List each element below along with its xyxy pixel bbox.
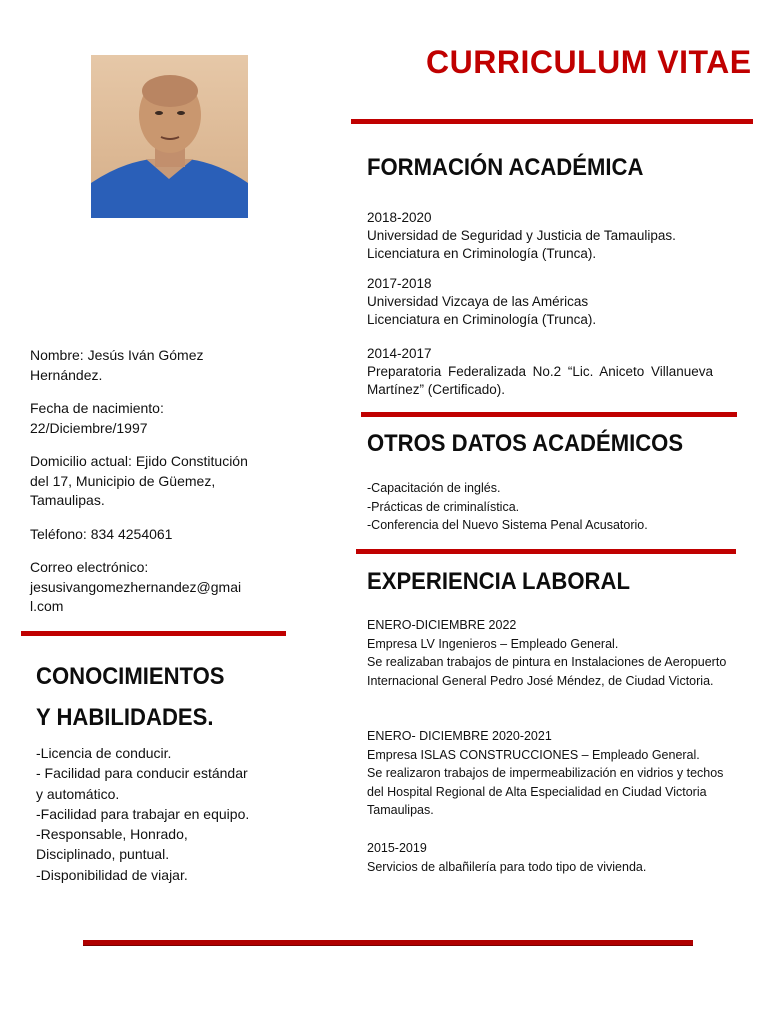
- education-years: 2018-2020: [367, 210, 432, 225]
- list-item: -Disponibilidad de viajar.: [36, 866, 188, 883]
- education-institution: Universidad Vizcaya de las Américas: [367, 294, 589, 309]
- education-program: Licenciatura en Criminología (Trunca).: [367, 312, 597, 327]
- list-item: -Conferencia del Nuevo Sistema Penal Acusatorio.: [367, 518, 648, 532]
- experience-heading: EXPERIENCIA LABORAL: [367, 568, 630, 595]
- cv-title: CURRICULUM VITAE: [426, 44, 752, 80]
- person-silhouette-icon: [91, 55, 248, 218]
- education-years: 2014-2017: [367, 346, 432, 361]
- experience-description: Servicios de albañilería para todo tipo de vivienda.: [367, 859, 647, 874]
- list-item: -Licencia de conducir.: [36, 745, 172, 761]
- skills-heading-line1: CONOCIMIENTOS: [36, 663, 225, 690]
- profile-photo: [91, 55, 248, 218]
- other-list: [367, 479, 727, 535]
- experience-period: 2015-2019: [367, 841, 427, 855]
- skills-heading-line2: Y HABILIDADES.: [36, 704, 214, 731]
- experience-entry: [367, 839, 727, 876]
- divider-top: [351, 119, 753, 124]
- experience-company: Empresa ISLAS CONSTRUCCIONES – Empleado General.: [367, 747, 700, 762]
- divider-bottom: [83, 940, 693, 946]
- birth-field: [30, 399, 260, 438]
- skills-list: [36, 743, 256, 885]
- experience-description: Se realizaron trabajos de impermeabilización en vidrios y techos del Hospital Regional de Alta Especialidad en Ciudad Victoria Tamaulipas.: [367, 766, 724, 817]
- education-entry: [367, 209, 713, 263]
- email-value-line1: jesusivangomezhernandez@gmai: [30, 578, 242, 595]
- list-item: -Capacitación de inglés.: [367, 481, 501, 495]
- email-field: [30, 558, 260, 617]
- education-institution: Universidad de Seguridad y Justicia de Tamaulipas.: [367, 228, 676, 243]
- divider-personal: [21, 631, 286, 636]
- birth-label: Fecha de nacimiento:: [30, 400, 164, 416]
- experience-description: Se realizaban trabajos de pintura en Instalaciones de Aeropuerto Internacional General Pedro José Méndez, de Ciudad Victoria.: [367, 655, 727, 688]
- education-entry: [367, 275, 713, 329]
- divider-education: [361, 412, 737, 417]
- list-item: -Responsable, Honrado, Disciplinado, puntual.: [36, 826, 188, 863]
- experience-company: Empresa LV Ingenieros – Empleado General.: [367, 636, 619, 651]
- skills-heading: [36, 656, 225, 738]
- experience-entry: [367, 727, 727, 820]
- list-item: -Facilidad para trabajar en equipo.: [36, 805, 250, 822]
- education-years: 2017-2018: [367, 276, 432, 291]
- experience-entry: [367, 616, 727, 690]
- education-program: Licenciatura en Criminología (Trunca).: [367, 246, 597, 261]
- experience-period: ENERO- DICIEMBRE 2020-2021: [367, 729, 552, 743]
- divider-other: [356, 549, 736, 554]
- list-item: - Facilidad para conducir estándar y automático.: [36, 765, 248, 802]
- email-value-line2: l.com: [30, 598, 64, 614]
- birth-value: 22/Diciembre/1997: [30, 419, 148, 436]
- education-heading: FORMACIÓN ACADÉMICA: [367, 154, 644, 181]
- phone-field: Teléfono: 834 4254061: [30, 525, 173, 542]
- address-field: Domicilio actual: Ejido Constitución del 17, Municipio de Güemez, Tamaulipas.: [30, 453, 248, 508]
- experience-period: ENERO-DICIEMBRE 2022: [367, 618, 517, 632]
- education-entry: [367, 345, 713, 399]
- education-institution: Preparatoria Federalizada No.2 “Lic. Aniceto Villanueva Martínez” (Certificado).: [367, 364, 713, 397]
- list-item: -Prácticas de criminalística.: [367, 499, 520, 514]
- name-field: Nombre: Jesús Iván Gómez Hernández.: [30, 347, 204, 383]
- email-label: Correo electrónico:: [30, 559, 149, 575]
- other-heading: OTROS DATOS ACADÉMICOS: [367, 430, 684, 457]
- personal-info: [30, 346, 260, 631]
